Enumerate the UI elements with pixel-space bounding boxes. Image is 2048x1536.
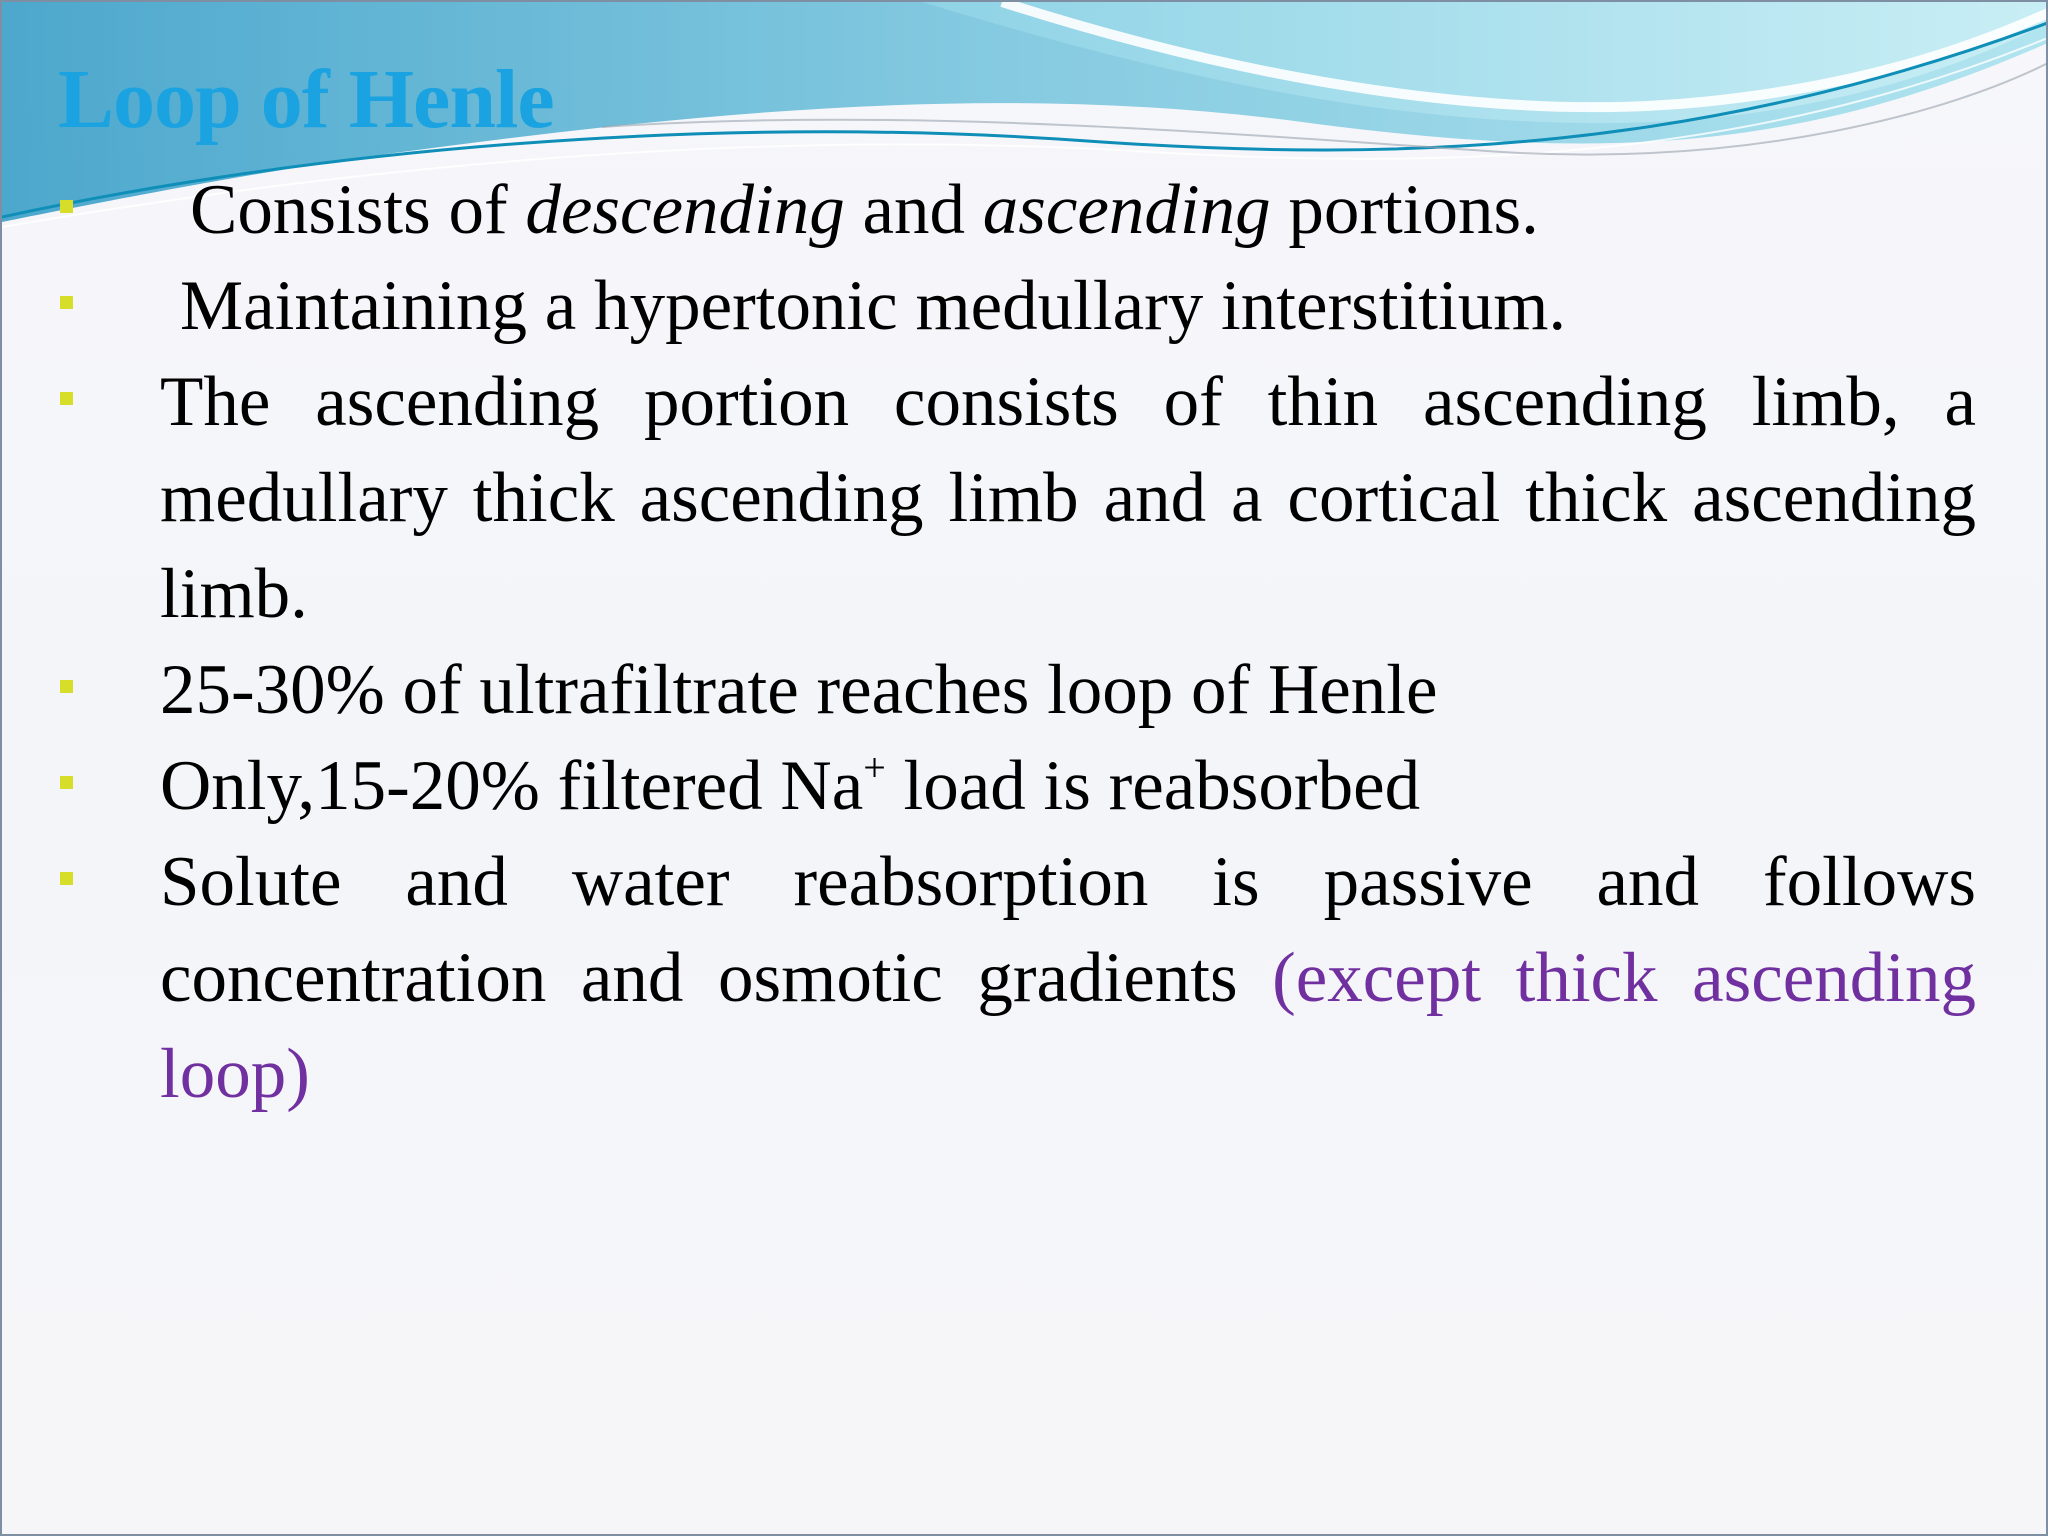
bullet-text: The ascending portion consists of thin ascending limb, a medullary thick ascending limb and a cortical thick ascending limb. <box>160 363 1976 633</box>
slide-title: Loop of Henle <box>58 53 554 146</box>
bullet-square-icon <box>60 296 73 309</box>
bullet-text: Solute and water reabsorption is passive and follows concentration and osmotic gradients (except thick ascending loop) <box>160 843 1976 1113</box>
bullet-text: Maintaining a hypertonic medullary interstitium. <box>180 267 1567 345</box>
bullet-text: Only,15-20% filtered Na+ load is reabsorbed <box>160 745 1421 825</box>
bullet-square-icon <box>60 680 73 693</box>
bullet-square-icon <box>60 200 73 213</box>
bullet-square-icon <box>60 392 73 405</box>
bullet-square-icon <box>60 872 73 885</box>
bullet-text: 25-30% of ultrafiltrate reaches loop of Henle <box>160 651 1438 729</box>
bullet-square-icon <box>60 776 73 789</box>
highlight-text: (except thick ascending loop) <box>160 939 1976 1113</box>
bullet-text: Consists of descending and ascending portions. <box>190 171 1539 249</box>
